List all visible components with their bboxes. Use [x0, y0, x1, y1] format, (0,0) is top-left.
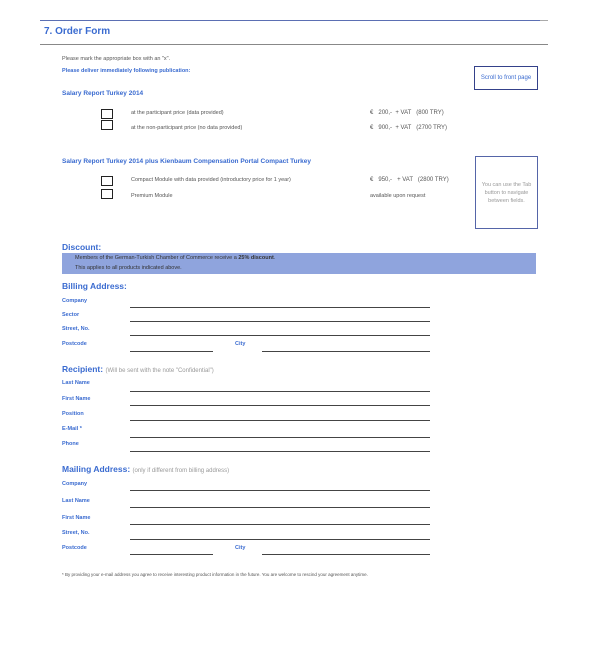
option-non-participant-price: € 900,- + VAT (2700 TRY): [370, 125, 448, 131]
recipient-position-label: Position: [62, 411, 84, 417]
mailing-last-name-input[interactable]: [130, 507, 430, 508]
mailing-first-name-label: First Name: [62, 515, 91, 521]
option-participant-price: € 200,- + VAT (800 TRY): [370, 110, 444, 116]
checkbox-non-participant-price[interactable]: [101, 120, 113, 130]
header-top-rule-end: [540, 20, 548, 21]
checkbox-premium-module[interactable]: [101, 189, 113, 199]
billing-company-label: Company: [62, 298, 88, 304]
mailing-company-input[interactable]: [130, 490, 430, 491]
option-compact-module-price: € 950,- + VAT (2800 TRY): [370, 177, 449, 183]
billing-sector-label: Sector: [62, 312, 80, 318]
recipient-phone-input[interactable]: [130, 451, 430, 452]
mailing-city-label: City: [235, 545, 246, 551]
option-non-participant-label: at the non-participant price (no data provided): [131, 125, 243, 131]
option-compact-module-label: Compact Module with data provided (introductory price for 1 year): [131, 177, 291, 183]
mailing-last-name-label: Last Name: [62, 498, 90, 504]
mailing-note: (only if different from billing address): [132, 468, 230, 474]
option-premium-module-availability: available upon request: [370, 193, 426, 199]
billing-postcode-input[interactable]: [130, 351, 213, 352]
recipient-first-name-input[interactable]: [130, 405, 430, 406]
tip-text: You can use the Tab button to navigate between fields.: [481, 181, 532, 204]
product-section-1-title: Salary Report Turkey 2014: [62, 90, 144, 97]
mailing-postcode-label: Postcode: [62, 545, 87, 551]
header-top-rule: [40, 20, 548, 21]
discount-banner: [62, 253, 536, 274]
recipient-email-input[interactable]: [130, 437, 430, 438]
recipient-heading: Recipient: (Will be sent with the note "Confidential"): [62, 364, 214, 374]
email-consent-footnote: * By providing your e-mail address you agree to receive interesting product information in the future. You are welcome to rescind your agreement anytime.: [62, 572, 368, 577]
checkbox-participant-price[interactable]: [101, 109, 113, 119]
page-title: 7. Order Form: [44, 26, 111, 37]
mailing-street-label: Street, No.: [62, 530, 90, 536]
mailing-company-label: Company: [62, 481, 88, 487]
option-premium-module-label: Premium Module: [131, 193, 173, 199]
discount-line-1: Members of the German-Turkish Chamber of Commerce receive a 25% discount.: [75, 255, 276, 261]
recipient-phone-label: Phone: [62, 441, 79, 447]
billing-street-input[interactable]: [130, 335, 430, 336]
mailing-street-input[interactable]: [130, 539, 430, 540]
mailing-heading: Mailing Address: (only if different from billing address): [62, 464, 230, 474]
discount-heading: Discount:: [62, 242, 102, 252]
recipient-first-name-label: First Name: [62, 396, 91, 402]
recipient-position-input[interactable]: [130, 420, 430, 421]
recipient-last-name-label: Last Name: [62, 380, 90, 386]
billing-sector-input[interactable]: [130, 321, 430, 322]
mailing-city-input[interactable]: [262, 554, 430, 555]
discount-line-2: This applies to all products indicated above.: [75, 265, 182, 271]
instruction-deliver: Please deliver immediately following publication:: [62, 68, 191, 74]
billing-postcode-label: Postcode: [62, 341, 87, 347]
scroll-to-front-label: Scroll to front page: [480, 75, 532, 81]
billing-city-label: City: [235, 341, 246, 347]
mailing-first-name-input[interactable]: [130, 524, 430, 525]
option-participant-label: at the participant price (data provided): [131, 110, 224, 116]
billing-company-input[interactable]: [130, 307, 430, 308]
product-section-2-title: Salary Report Turkey 2014 plus Kienbaum Compensation Portal Compact Turkey: [62, 158, 311, 165]
tab-navigation-tip: [475, 156, 538, 229]
mailing-postcode-input[interactable]: [130, 554, 213, 555]
instruction-mark-box: Please mark the appropriate box with an "x".: [62, 56, 171, 62]
recipient-email-label: E-Mail *: [62, 426, 82, 432]
billing-city-input[interactable]: [262, 351, 430, 352]
header-bottom-rule: [40, 44, 548, 45]
billing-heading: Billing Address:: [62, 281, 127, 291]
billing-street-label: Street, No.: [62, 326, 90, 332]
recipient-note: (Will be sent with the note "Confidential"): [105, 368, 214, 374]
checkbox-compact-module[interactable]: [101, 176, 113, 186]
recipient-last-name-input[interactable]: [130, 391, 430, 392]
scroll-to-front-button[interactable]: [474, 66, 538, 90]
